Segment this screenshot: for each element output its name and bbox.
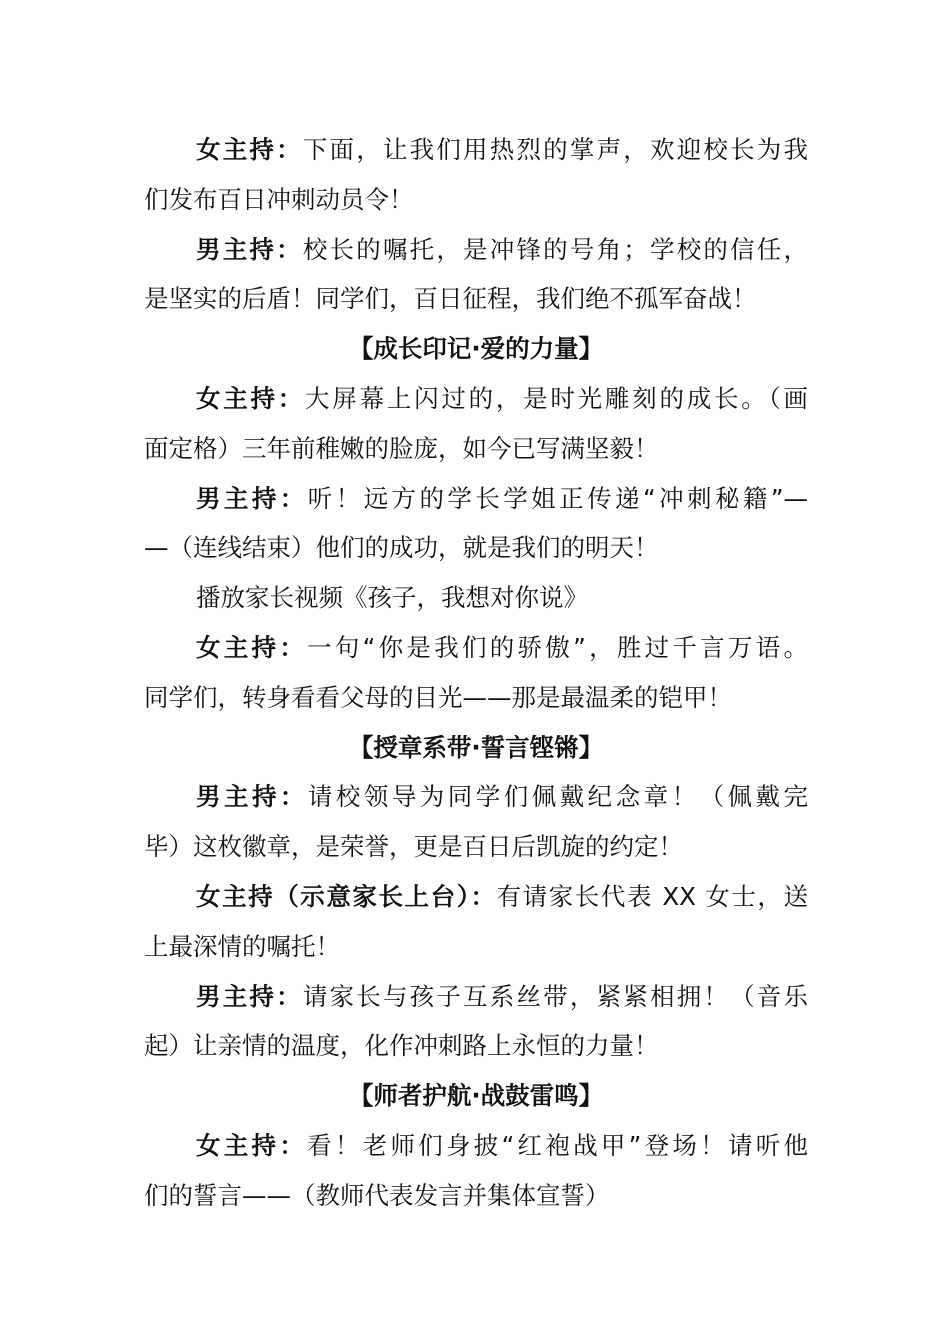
dialogue-female-host-1 (144, 125, 808, 225)
section-heading: 【成长印记·爱的力量】 (348, 334, 604, 364)
dialogue-line (144, 474, 808, 524)
dialogue-line: 们的誓言——（教师代表发言并集体宣誓） (144, 1180, 610, 1210)
dialogue-line: 面定格）三年前稚嫩的脸庞，如今已写满坚毅！ (144, 433, 659, 463)
dialogue-text: 大屏幕上闪过的，是时光雕刻的成长。（画 (305, 383, 808, 413)
section-heading: 【授章系带·誓言铿锵】 (348, 732, 604, 762)
dialogue-male-host-3 (144, 772, 808, 872)
dialogue-female-host-5 (144, 1121, 808, 1221)
dialogue-text: 校长的嘱托，是冲锋的号角；学校的信任， (302, 234, 808, 264)
speaker-label: 男主持： (196, 782, 308, 812)
speaker-label: 女主持（示意家长上台）： (196, 881, 497, 911)
dialogue-female-host-4 (144, 872, 808, 972)
dialogue-text: 请校领导为同学们佩戴纪念章！（佩戴完 (307, 782, 808, 812)
dialogue-line: 是坚实的后盾！同学们，百日征程，我们绝不孤军奋战！ (144, 284, 757, 314)
document-page (144, 125, 808, 1221)
speaker-label: 女主持： (196, 1130, 308, 1160)
dialogue-text: 一句“你是我们的骄傲”，胜过千言万语。 (307, 632, 808, 662)
dialogue-line (144, 972, 808, 1022)
speaker-label: 男主持： (196, 483, 308, 513)
dialogue-line: 起）让亲情的温度，化作冲刺路上永恒的力量！ (144, 1031, 659, 1061)
dialogue-line (144, 374, 808, 424)
dialogue-text: 听！远方的学长学姐正传递“冲刺秘籍”— (307, 483, 808, 513)
dialogue-line (144, 623, 808, 673)
dialogue-text: 看！老师们身披“红袍战甲”登场！请听他 (307, 1130, 808, 1160)
dialogue-line (144, 125, 808, 175)
dialogue-line (144, 772, 808, 822)
dialogue-line: —（连线结束）他们的成功，就是我们的明天！ (144, 533, 659, 563)
speaker-label: 女主持： (196, 383, 306, 413)
section-heading: 【师者护航·战鼓雷鸣】 (348, 1081, 604, 1111)
dialogue-female-host-2 (144, 374, 808, 474)
dialogue-line: 同学们，转身看看父母的目光——那是最温柔的铠甲！ (144, 682, 732, 712)
dialogue-male-host-2 (144, 474, 808, 574)
dialogue-text: 下面，让我们用热烈的掌声，欢迎校长为我 (302, 135, 808, 164)
dialogue-text: 请家长与孩子互系丝带，紧紧相拥！（音乐 (302, 981, 808, 1011)
stage-direction: 播放家长视频《孩子，我想对你说》 (196, 583, 588, 613)
dialogue-text: 有请家长代表 XX 女士，送 (496, 881, 808, 911)
speaker-label: 男主持： (196, 234, 303, 264)
dialogue-line (144, 225, 808, 275)
speaker-label: 男主持： (196, 981, 303, 1011)
dialogue-female-host-3 (144, 623, 808, 723)
dialogue-male-host-4 (144, 972, 808, 1072)
speaker-label: 女主持： (196, 632, 308, 662)
speaker-label: 女主持： (196, 135, 303, 164)
dialogue-male-host-1 (144, 225, 808, 325)
dialogue-line: 们发布百日冲刺动员令！ (144, 184, 414, 214)
dialogue-line (144, 1121, 808, 1171)
dialogue-line: 毕）这枚徽章，是荣誉，更是百日后凯旋的约定！ (144, 832, 683, 862)
dialogue-line (144, 872, 808, 922)
dialogue-line: 上最深情的嘱托！ (144, 931, 340, 961)
